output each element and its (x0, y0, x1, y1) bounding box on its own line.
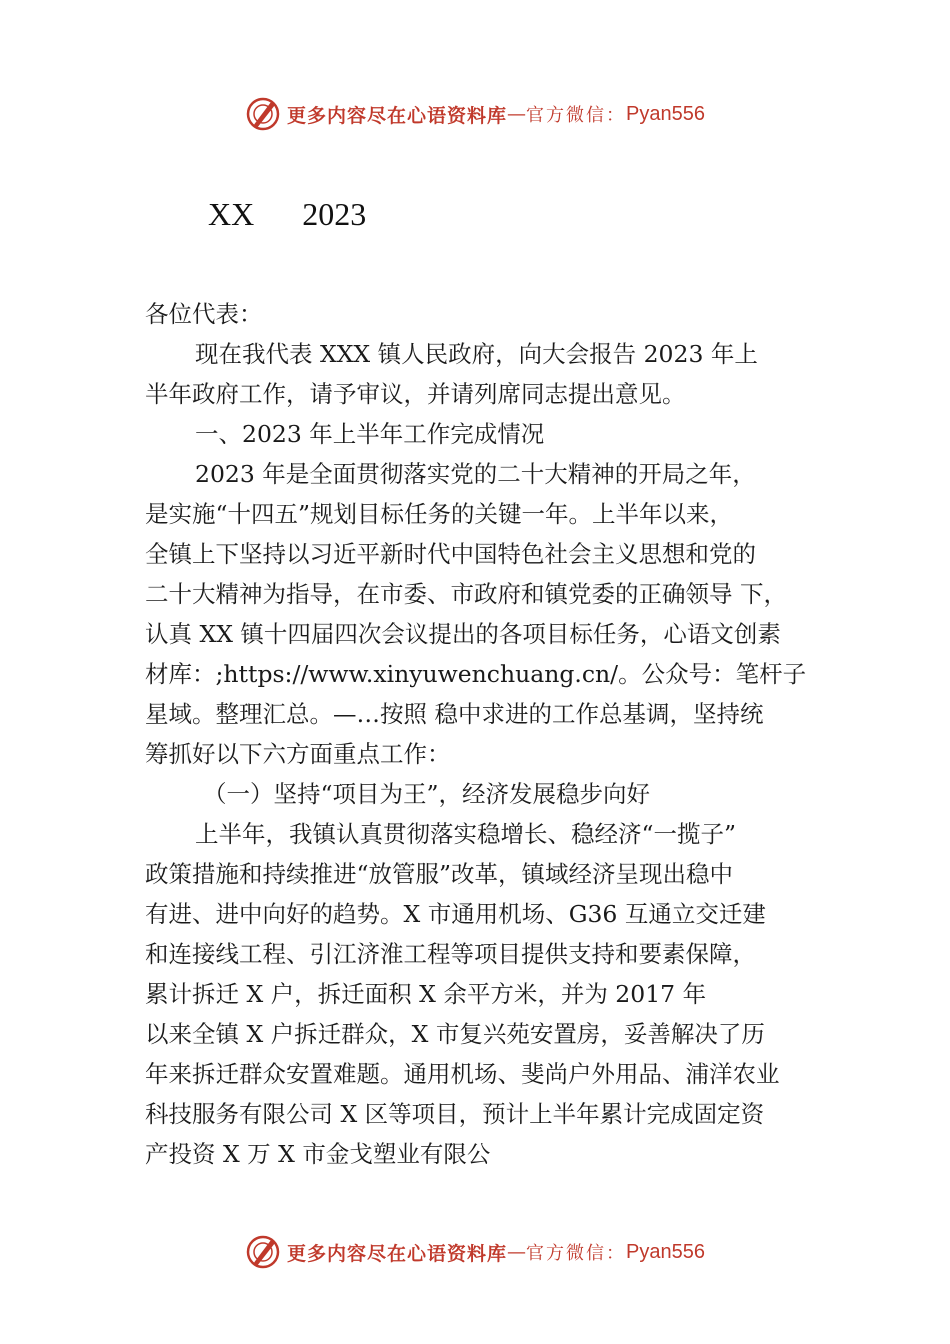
paragraph-line: 半年政府工作，请予审议，并请列席同志提出意见。 (145, 380, 686, 408)
document-title: XX 2023 (208, 196, 367, 232)
banner-wechat-label: 官方微信： (526, 105, 627, 126)
paragraph-line: 筹抓好以下六方面重点工作： (145, 740, 451, 768)
paragraph-line: 累计拆迁 X 户，拆迁面积 X 余平方米，并为 2017 年 (145, 980, 707, 1008)
section-heading: 一、2023 年上半年工作完成情况 (195, 420, 545, 448)
banner-wechat-label: 官方微信： (526, 1243, 627, 1264)
paragraph-line: 材库：;https://www.xinyuwenchuang.cn/。公众号：笔杆子 (145, 660, 807, 688)
paragraph-line: 是实施“十四五”规划目标任务的关键一年。上半年以来， (145, 500, 734, 528)
pen-logo-icon (245, 1234, 281, 1270)
paragraph-line: 和连接线工程、引江济淮工程等项目提供支持和要素保障， (145, 940, 756, 968)
paragraph-line: 认真 XX 镇十四届四次会议提出的各项目标任务，心语文创素 (145, 620, 781, 648)
banner-text: 更多内容尽在心语资料库 (287, 104, 508, 127)
paragraph-line: 年来拆迁群众安置难题。通用机场、斐尚户外用品、浦洋农业 (145, 1060, 780, 1088)
paragraph-line: 现在我代表 XXX 镇人民政府，向大会报告 2023 年上 (195, 340, 758, 368)
paragraph-line: 2023 年是全面贯彻落实党的二十大精神的开局之年， (195, 460, 756, 488)
paragraph-line: 全镇上下坚持以习近平新时代中国特色社会主义思想和党的 (145, 540, 756, 568)
header-watermark-banner (0, 94, 950, 134)
paragraph-line: 产投资 X 万 X 市金戈塑业有限公 (145, 1140, 491, 1168)
paragraph-line: 星域。整理汇总。—…按照 稳中求进的工作总基调，坚持统 (145, 700, 764, 728)
paragraph-line: 二十大精神为指导，在市委、市政府和镇党委的正确领导 下， (145, 580, 787, 608)
paragraph-line: 以来全镇 X 户拆迁群众，X 市复兴苑安置房，妥善解决了历 (145, 1020, 765, 1048)
banner-wechat-id: Pyan556 (626, 102, 705, 125)
banner-text: 更多内容尽在心语资料库 (287, 1242, 508, 1265)
paragraph-line: 有进、进中向好的趋势。X 市通用机场、G36 互通立交迁建 (145, 900, 766, 928)
salutation: 各位代表： (145, 300, 263, 328)
document-body (145, 294, 845, 1174)
footer-watermark-banner (0, 1232, 950, 1272)
paragraph-line: 科技服务有限公司 X 区等项目，预计上半年累计完成固定资 (145, 1100, 765, 1128)
paragraph-line: 上半年，我镇认真贯彻落实稳增长、稳经济“一揽子” (195, 820, 737, 848)
paragraph-line: 政策措施和持续推进“放管服”改革，镇域经济呈现出稳中 (145, 860, 734, 888)
banner-dash: — (507, 1241, 527, 1263)
banner-dash: — (507, 103, 527, 125)
pen-logo-icon (245, 96, 281, 132)
banner-wechat-id: Pyan556 (626, 1240, 705, 1263)
subsection-heading: （一）坚持“项目为王”，经济发展稳步向好 (203, 780, 651, 808)
